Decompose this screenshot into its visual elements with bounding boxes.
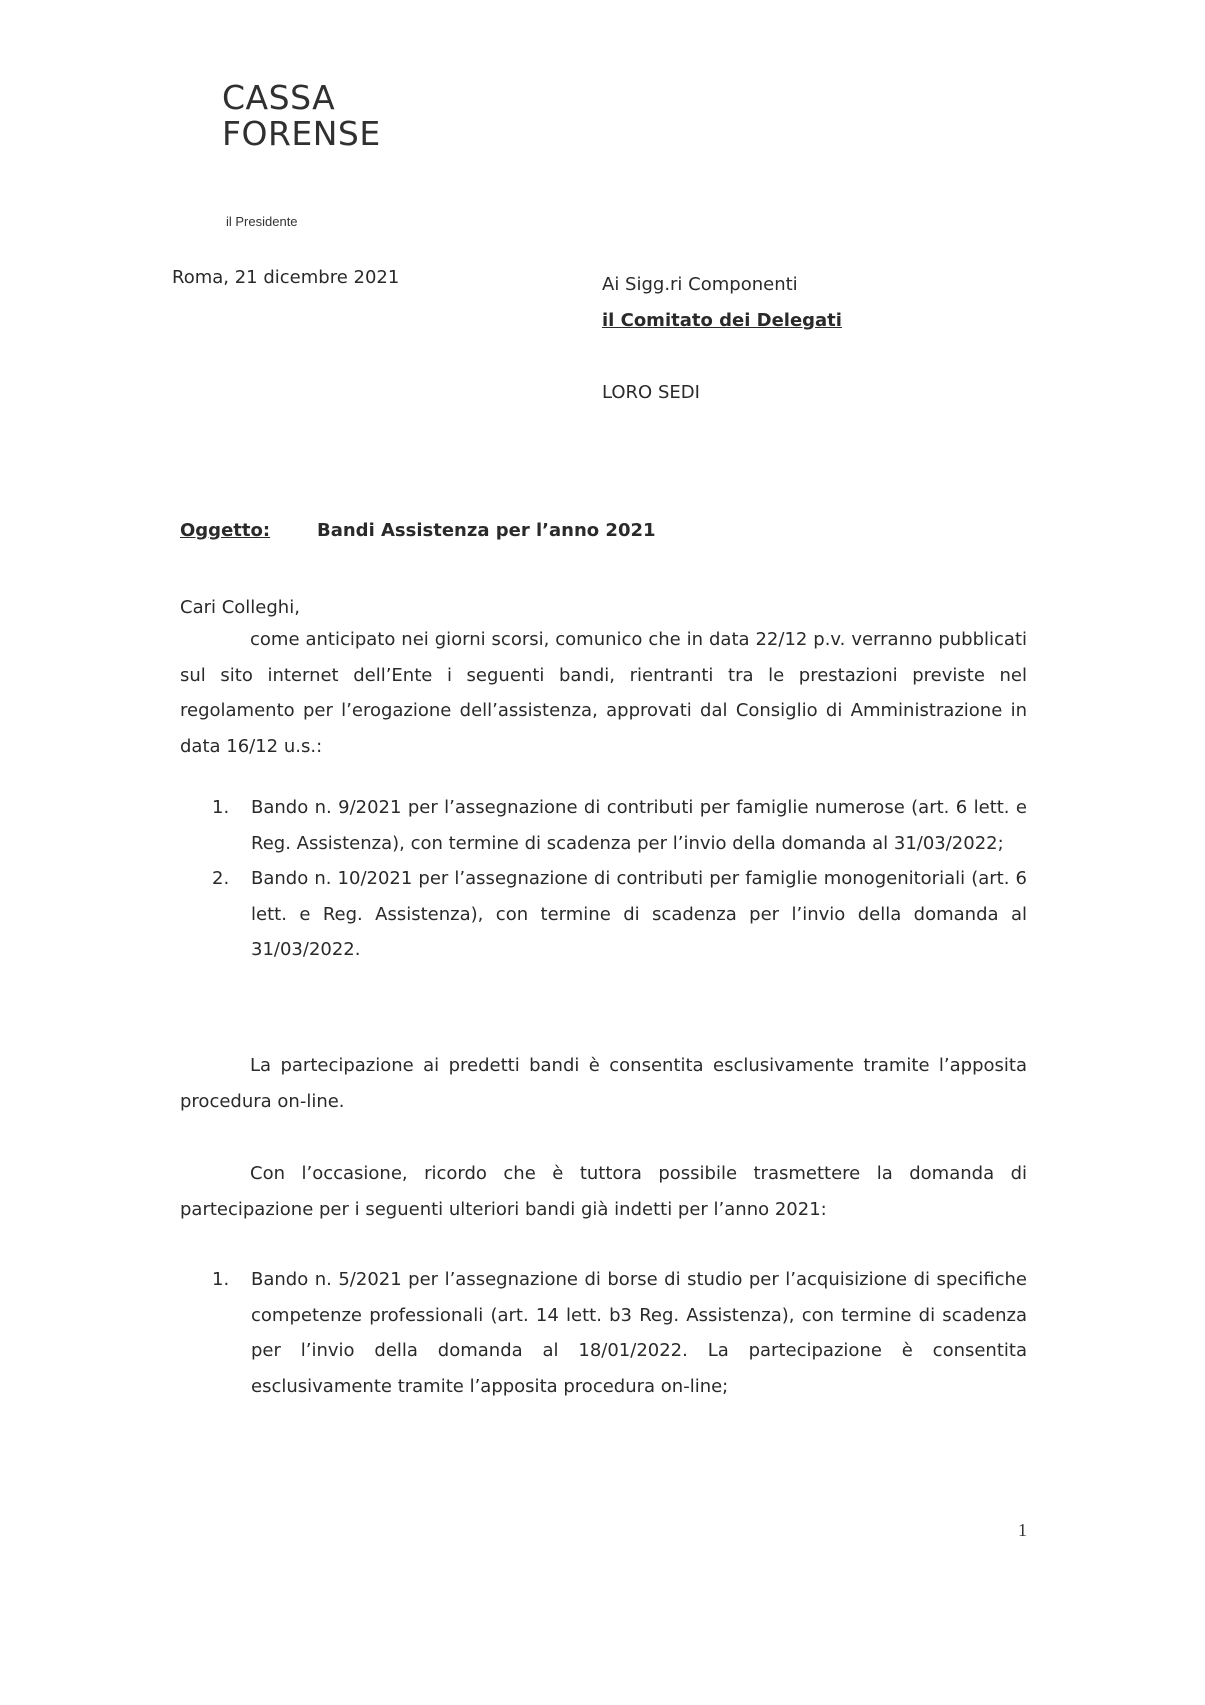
recipients-block — [602, 267, 842, 411]
list-item-number: 1. — [212, 1269, 230, 1290]
cassa-forense-logo — [222, 80, 381, 152]
subject-text: Bandi Assistenza per l’anno 2021 — [317, 520, 656, 541]
place-date: Roma, 21 dicembre 2021 — [172, 267, 400, 288]
paragraph-participation: La partecipazione ai predetti bandi è consentita esclusivamente tramite l’apposita procedura on-line. — [180, 1055, 1027, 1112]
list-item-text: Bando n. 5/2021 per l’assegnazione di borse di studio per l’acquisizione di specifiche competenze professionali (art. 14 lett. b3 Reg. Assistenza), con termine di scadenza per l’invio della domanda al 18/01/2022. La partecipazione è consentita esclusivamente tramite l’apposita procedura on-line; — [251, 1269, 1027, 1397]
logo-line-2: FORENSE — [222, 114, 381, 153]
recipients-committee: il Comitato dei Delegati — [602, 310, 842, 331]
signer-title: il Presidente — [226, 214, 298, 229]
list-item-text: Bando n. 9/2021 per l’assegnazione di contributi per famiglie numerose (art. 6 lett. e Reg. Assistenza), con termine di scadenza per l’invio della domanda al 31/03/2022; — [251, 797, 1027, 854]
existing-bandi-list — [212, 1262, 1027, 1404]
new-bandi-list — [212, 790, 1027, 968]
paragraph-intro: come anticipato nei giorni scorsi, comunico che in data 22/12 p.v. verranno pubblicati sul sito internet dell’Ente i seguenti bandi, rientranti tra le prestazioni previste nel regolamento per l’erogazione dell’assistenza, approvati dal Consiglio di Amministrazione in data 16/12 u.s.: — [180, 629, 1027, 757]
recipients-line-1: Ai Sigg.ri Componenti — [602, 274, 798, 295]
recipients-loro-sedi: LORO SEDI — [602, 382, 700, 403]
salutation: Cari Colleghi, — [180, 597, 300, 618]
page-number: 1 — [1018, 1520, 1027, 1540]
list-item-number: 1. — [212, 797, 230, 818]
list-item-text: Bando n. 10/2021 per l’assegnazione di contributi per famiglie monogenitoriali (art. 6 lett. e Reg. Assistenza), con termine di scadenza per l’invio della domanda al 31/03/2022. — [251, 868, 1027, 960]
logo-line-1: CASSA — [222, 78, 336, 117]
paragraph-reminder: Con l’occasione, ricordo che è tuttora possibile trasmettere la domanda di partecipazione per i seguenti ulteriori bandi già indetti per l’anno 2021: — [180, 1163, 1027, 1220]
subject-line — [180, 520, 656, 541]
list-item — [212, 861, 1027, 968]
list-item — [212, 1262, 1027, 1404]
subject-label: Oggetto: — [180, 520, 271, 541]
list-item-number: 2. — [212, 868, 230, 889]
list-item — [212, 790, 1027, 861]
